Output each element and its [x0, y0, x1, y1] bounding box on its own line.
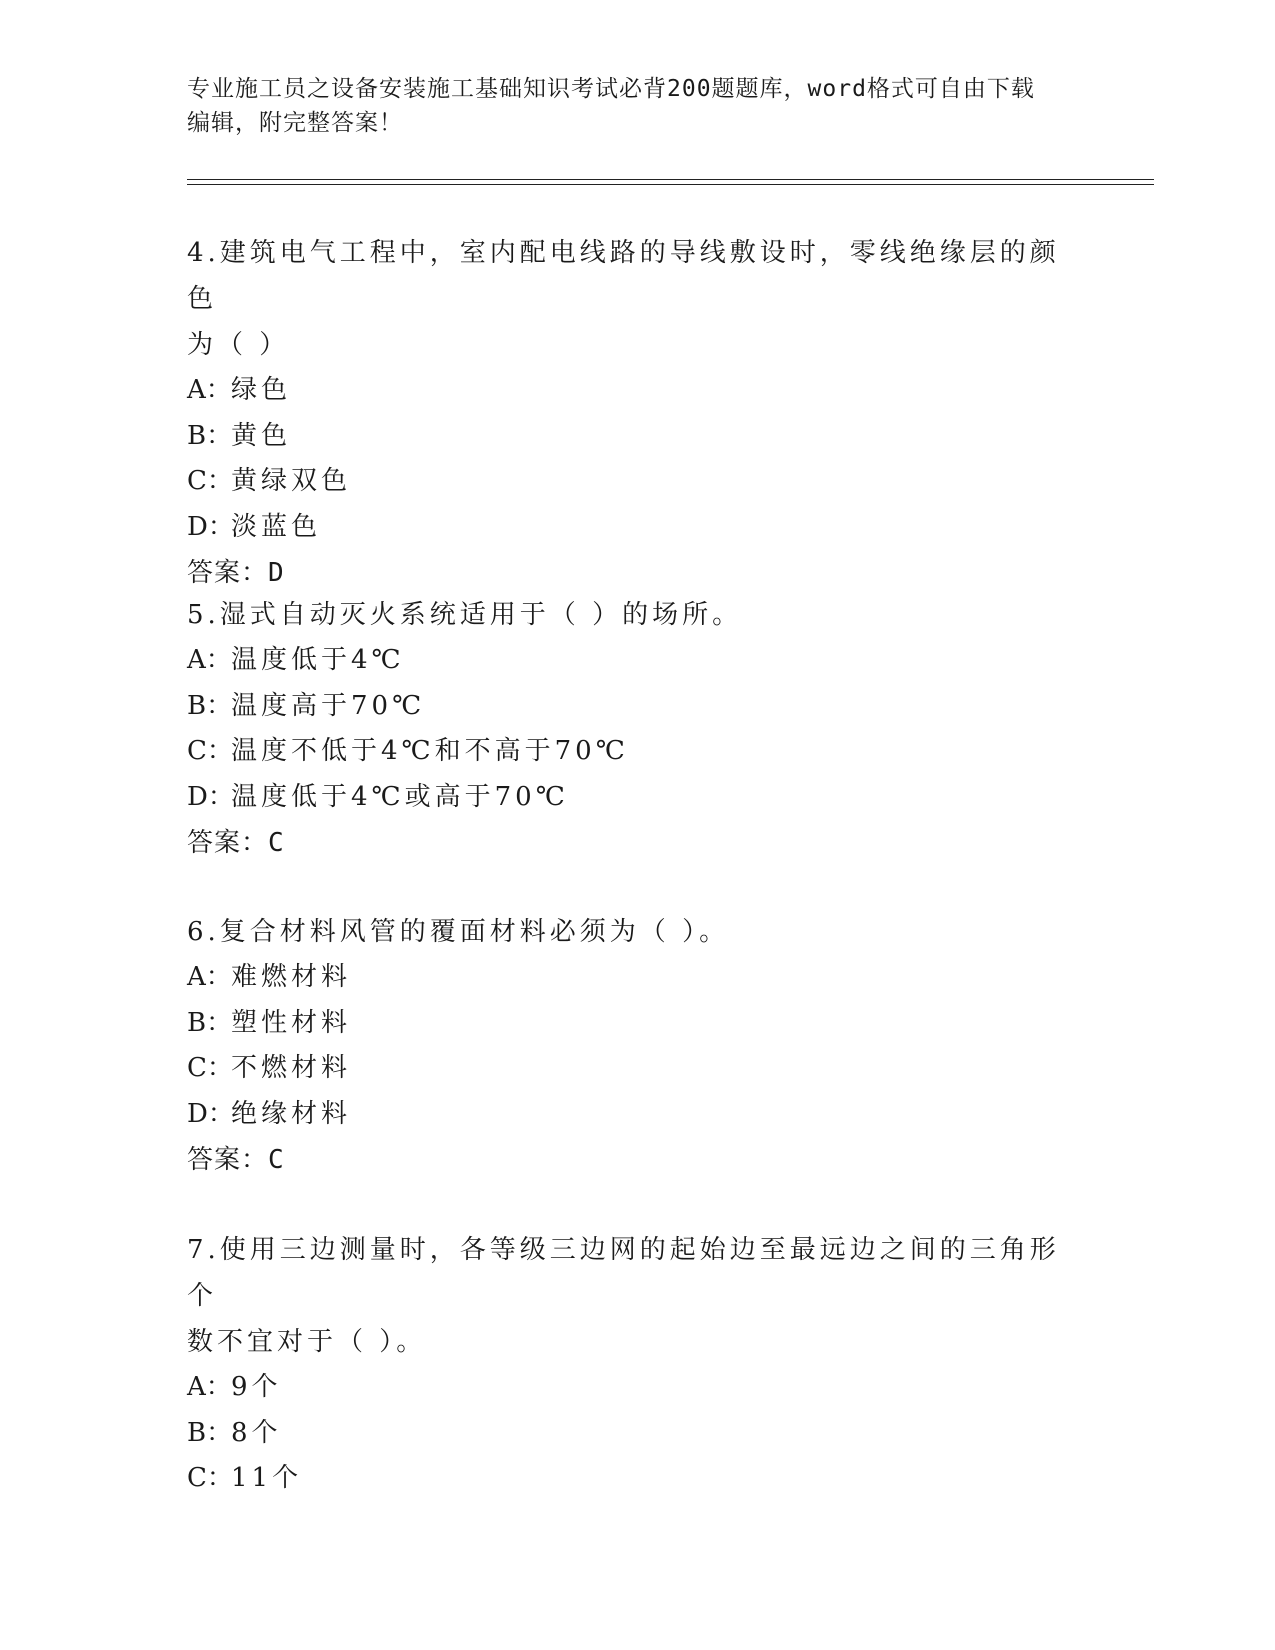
- option-b: [187, 1001, 1067, 1047]
- option-text: 塑性材料: [231, 1007, 352, 1038]
- answer-line: 答案：D: [187, 558, 285, 588]
- option-c: [187, 729, 1067, 775]
- option-letter: A：: [187, 1372, 232, 1402]
- option-letter: A：: [187, 962, 232, 992]
- option-text: 黄色: [231, 420, 292, 451]
- option-letter: C：: [187, 1053, 233, 1083]
- option-letter: C：: [187, 736, 233, 766]
- option-letter: D：: [187, 511, 234, 542]
- option-text: 9个: [231, 1372, 282, 1402]
- question-5: [187, 592, 1067, 866]
- option-d: [187, 775, 1067, 821]
- option-letter: C：: [187, 1463, 233, 1493]
- option-text: 温度不低于4℃和不高于70℃: [231, 736, 629, 766]
- option-text: 难燃材料: [231, 962, 352, 992]
- header-divider-bottom: [187, 184, 1154, 185]
- option-text: 温度低于4℃或高于70℃: [231, 781, 569, 812]
- option-text: 不燃材料: [231, 1053, 352, 1083]
- option-letter: D：: [187, 781, 234, 812]
- option-text: 绿色: [231, 375, 292, 405]
- option-c: [187, 1456, 1067, 1502]
- option-b: [187, 1411, 1067, 1457]
- option-a: [187, 638, 1067, 684]
- question-stem-line-1: 6.复合材料风管的覆面材料必须为（ ）。: [187, 917, 730, 947]
- option-text: 8个: [231, 1417, 282, 1448]
- option-a: [187, 955, 1067, 1001]
- question-7: [187, 1227, 1067, 1502]
- option-text: 绝缘材料: [231, 1098, 352, 1129]
- option-b: [187, 414, 1067, 460]
- option-text: 温度高于70℃: [231, 690, 426, 721]
- option-letter: B：: [187, 420, 233, 451]
- option-d: [187, 1092, 1067, 1138]
- question-stem-line-2: 数不宜对于（ ）。: [187, 1327, 427, 1357]
- question-stem-line-1: 4.建筑电气工程中，室内配电线路的导线敷设时，零线绝缘层的颜色: [187, 238, 1060, 314]
- question-stem-line-1: 5.湿式自动灭火系统适用于（ ）的场所。: [187, 600, 743, 630]
- option-text: 淡蓝色: [231, 511, 322, 542]
- option-letter: C：: [187, 466, 233, 496]
- option-a: [187, 368, 1067, 414]
- header-title-line-2: 编辑，附完整答案！: [187, 110, 403, 136]
- option-letter: A：: [187, 645, 232, 675]
- question-stem-line-2: 为（ ）: [187, 330, 290, 360]
- question-4: [187, 230, 1067, 596]
- option-c: [187, 1046, 1067, 1092]
- option-letter: A：: [187, 375, 232, 405]
- document-header: [187, 72, 1087, 140]
- header-title-line-1: 专业施工员之设备安装施工基础知识考试必背200题题库，word格式可自由下载: [187, 76, 1035, 102]
- option-d: [187, 505, 1067, 551]
- option-letter: B：: [187, 1417, 233, 1448]
- option-text: 11个: [231, 1463, 303, 1493]
- option-text: 温度低于4℃: [231, 645, 405, 675]
- answer-line: 答案：C: [187, 1145, 285, 1175]
- option-text: 黄绿双色: [231, 466, 352, 496]
- answer-line: 答案：C: [187, 828, 285, 858]
- option-b: [187, 684, 1067, 730]
- option-letter: B：: [187, 690, 233, 721]
- question-stem-line-1: 7.使用三边测量时，各等级三边网的起始边至最远边之间的三角形个: [187, 1235, 1060, 1311]
- option-c: [187, 459, 1067, 505]
- option-letter: B：: [187, 1007, 233, 1038]
- question-6: [187, 909, 1067, 1183]
- option-letter: D：: [187, 1098, 234, 1129]
- header-divider-top: [187, 179, 1154, 180]
- option-a: [187, 1365, 1067, 1411]
